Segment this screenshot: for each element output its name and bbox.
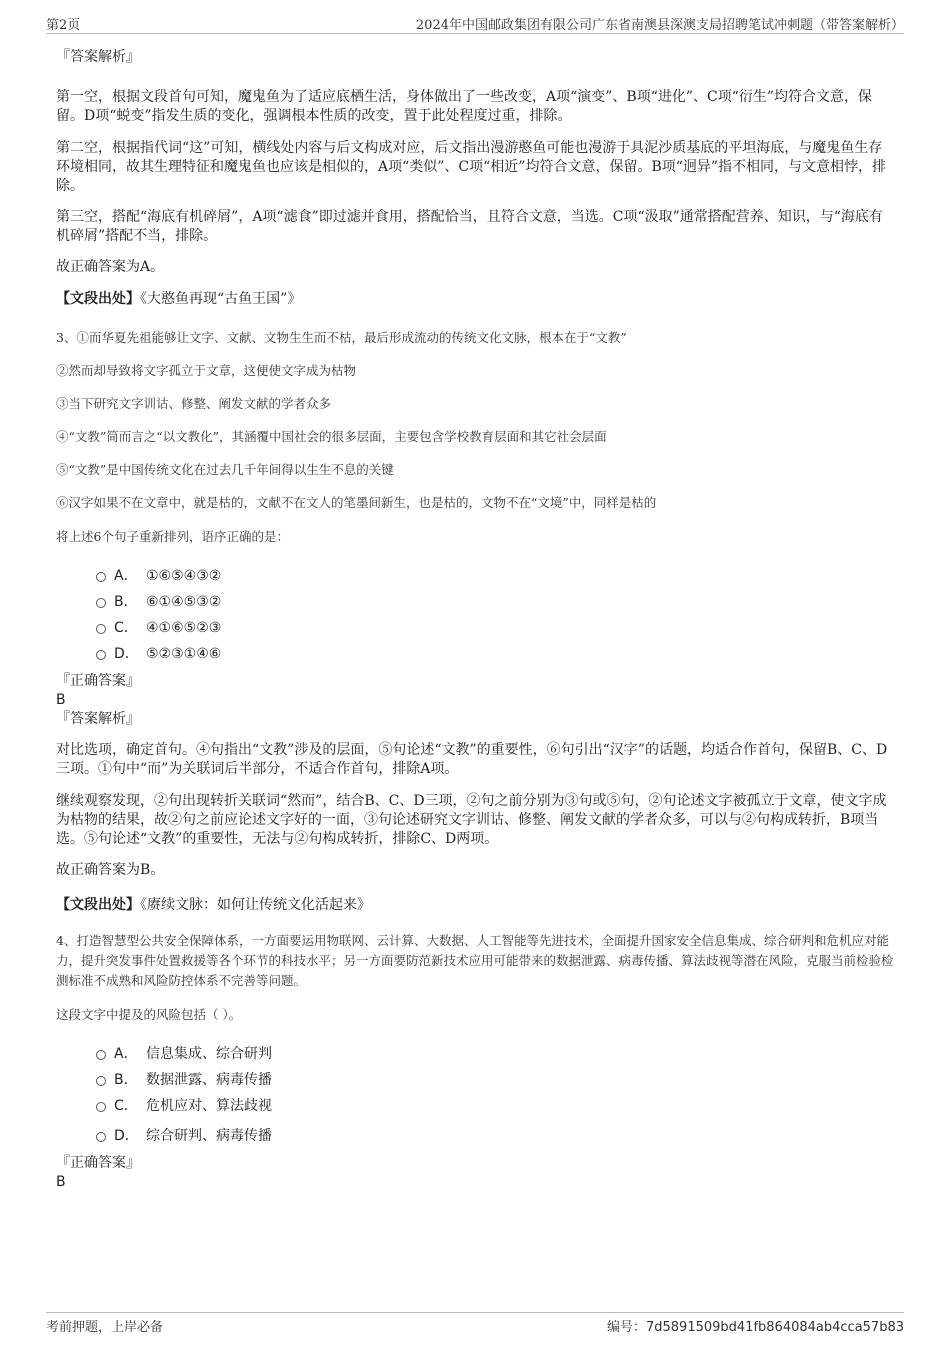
analysis-paragraph: 第二空，根据指代词“这”可知，横线处内容与后文构成对应，后文指出漫游憨鱼可能也漫游于具泥沙质基底的平坦海底，与魔鬼鱼生存环境相同，故其生理特征和魔鬼鱼也应该是相似的，A项“类似”、C项“相近”均符合文意，保留。B项“迥异”指不相同，与文意相悖，排除。 [56,140,887,194]
correct-answer: B [56,692,66,708]
question-4 [56,931,896,1192]
question-line: ④“文教”简而言之“以文教化”，其涵覆中国社会的很多层面，主要包含学校教育层面和其它社会层面 [56,429,607,444]
option-text: 数据泄露、病毒传播 [146,1072,272,1088]
option-text: 危机应对、算法歧视 [146,1098,272,1114]
option-key: A． [114,1046,138,1062]
code-label: 编号： [606,1320,646,1335]
question-3 [56,328,896,915]
analysis-conclusion: 故正确答案为B。 [56,862,165,878]
option-key: D． [114,646,139,662]
radio-icon[interactable] [96,598,106,608]
analysis-paragraph: 第一空，根据文段首句可知，魔鬼鱼为了适应底栖生活，身体做出了一些改变，A项“演变”、B项“进化”、C项“衍生”均符合文意，保留。D项“蜕变”指发生质的变化，强调根本性质的改变，置于此处程度过重，排除。 [56,89,873,124]
option-c[interactable] [56,615,896,641]
option-key: B． [114,594,138,610]
footer-slogan: 考前押题，上岸必备 [46,1320,164,1335]
analysis-conclusion: 故正确答案为A。 [56,259,165,275]
option-b[interactable] [56,589,896,615]
analysis-paragraph: 对比选项，确定首句。④句指出“文教”涉及的层面，⑤句论述“文教”的重要性，⑥句引出“汉字”的话题，均适合作首句，保留B、C、D三项。①句中“而”为关联词后半部分，不适合作首句，排除A项。 [56,742,888,777]
main-content [56,40,896,1192]
question-line: ⑤“文教”是中国传统文化在过去几千年间得以生生不息的关键 [56,462,394,477]
options-list [56,1041,896,1149]
option-a[interactable] [56,1041,896,1067]
page-footer [46,1312,904,1335]
page-number: 第2页 [46,18,81,33]
question-text: 4、打造智慧型公共安全保障体系，一方面要运用物联网、云计算、大数据、人工智能等先进技术，全面提升国家安全信息集成、综合研判和危机应对能力，提升突发事件处置救援等各个环节的科技水平；另一方面要防范新技术应用可能带来的数据泄露、病毒传播、算法歧视等潜在风险，克服当前检验检测标准不成熟和风险防控体系不完善等问题。 [56,933,894,988]
question-line: 3、①而华夏先祖能够让文字、文献、文物生生而不枯，最后形成流动的传统文化文脉，根本在于“文教” [56,330,627,345]
option-c[interactable] [56,1093,896,1119]
question-line: ②然而却导致将文字孤立于文章，这便使文字成为枯物 [56,363,357,378]
option-d[interactable] [56,641,896,667]
option-text: 信息集成、综合研判 [146,1046,272,1062]
radio-icon[interactable] [96,1102,106,1112]
radio-icon[interactable] [96,650,106,660]
analysis-label: 『答案解析』 [56,711,140,727]
option-key: C． [114,620,138,636]
options-list [56,563,896,667]
code-value: 7d5891509bd41fb864084ab4cca57b83 [645,1320,904,1335]
radio-icon[interactable] [96,572,106,582]
answer-label: 『正确答案』 [56,673,140,689]
option-text: 综合研判、病毒传播 [146,1128,272,1144]
analysis-label: 『答案解析』 [56,49,140,65]
correct-answer: B [56,1174,66,1190]
document-title: 2024年中国邮政集团有限公司广东省南澳县深澳支局招聘笔试冲刺题（带答案解析） [415,18,904,33]
option-text: ⑥①④⑤③② [146,594,222,610]
source-label: 【文段出处】 [56,897,140,913]
analysis-paragraph: 第三空，搭配“海底有机碎屑”，A项“滤食”即过滤并食用，搭配恰当，且符合文意，当选。C项“汲取”通常搭配营养、知识，与“海底有机碎屑”搭配不当，排除。 [56,209,883,244]
radio-icon[interactable] [96,1050,106,1060]
option-text: ①⑥⑤④③② [146,568,222,584]
radio-icon[interactable] [96,1132,106,1142]
radio-icon[interactable] [96,624,106,634]
document-code [607,1316,904,1335]
analysis-paragraph: 继续观察发现，②句出现转折关联词“然而”，结合B、C、D三项，②句之前分别为③句或⑤句，②句论述文字被孤立于文章，使文字成为枯物的结果，故②句之前应论述文字好的一面，③句论述研究文字训诂、修整、阐发文献的学者众多，可以与②句构成转折，B项当选。⑤句论述“文教”的重要性，无法与②句构成转折，排除C、D两项。 [56,793,887,847]
option-b[interactable] [56,1067,896,1093]
source-label: 【文段出处】 [56,291,140,307]
option-key: A． [114,568,138,584]
option-d[interactable] [56,1123,896,1149]
source-title: 《赓续文脉：如何让传统文化活起来》 [140,897,371,913]
option-a[interactable] [56,563,896,589]
option-text: ⑤②③①④⑥ [146,646,222,662]
question-prompt: 将上述6个句子重新排列，语序正确的是： [56,529,289,544]
source-title: 《大憨鱼再现“古鱼王国”》 [140,291,302,307]
source-citation [56,896,896,915]
option-text: ④①⑥⑤②③ [146,620,222,636]
option-key: D． [114,1128,139,1144]
question-prompt: 这段文字中提及的风险包括（ ）。 [56,1007,242,1022]
question-line: ⑥汉字如果不在文章中，就是枯的，文献不在文人的笔墨间新生，也是枯的，文物不在“文境”中，同样是枯的 [56,495,657,510]
page-header [46,14,904,34]
question-line: ③当下研究文字训诂、修整、阐发文献的学者众多 [56,396,332,411]
radio-icon[interactable] [96,1076,106,1086]
option-key: B． [114,1072,138,1088]
option-key: C． [114,1098,138,1114]
answer-label: 『正确答案』 [56,1155,140,1171]
source-citation [56,290,896,309]
